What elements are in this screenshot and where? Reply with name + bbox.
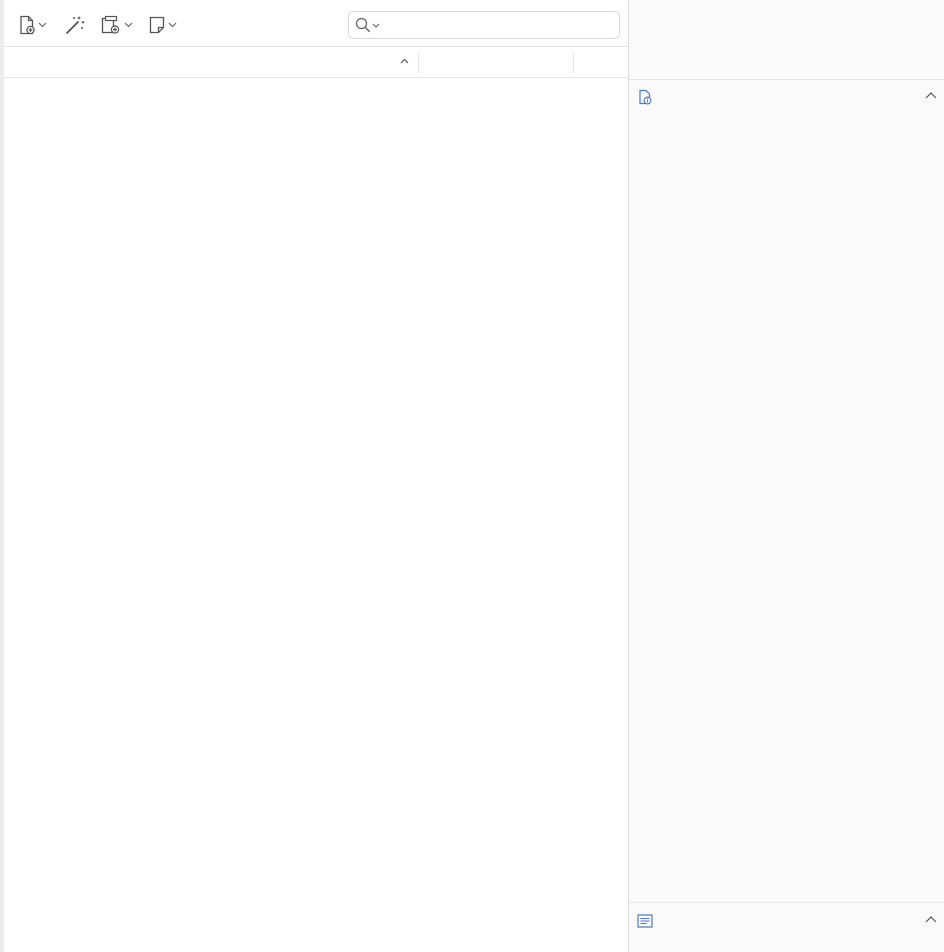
collapse-icon[interactable]	[925, 915, 937, 923]
chevron-down-icon	[168, 22, 177, 28]
items-pane	[4, 0, 628, 952]
chevron-down-icon	[38, 22, 47, 28]
divider	[629, 79, 944, 80]
new-item-icon	[18, 15, 36, 35]
chevron-down-icon	[124, 22, 133, 28]
section-header-info[interactable]	[637, 87, 657, 107]
column-header	[4, 47, 628, 78]
column-separator[interactable]	[418, 53, 419, 73]
collapse-icon[interactable]	[925, 91, 937, 99]
toolbar	[4, 0, 628, 47]
new-item-button[interactable]	[18, 13, 47, 37]
item-pane	[628, 0, 944, 952]
new-note-icon	[148, 15, 166, 35]
search-input[interactable]	[386, 17, 610, 34]
search-icon	[355, 17, 371, 33]
section-header-abstract[interactable]	[637, 911, 657, 931]
sort-ascending-icon[interactable]	[400, 58, 409, 64]
search-box[interactable]	[348, 11, 620, 39]
search-mode-button[interactable]	[355, 17, 380, 33]
new-note-button[interactable]	[148, 13, 177, 37]
add-attachment-button[interactable]	[100, 13, 133, 37]
abstract-icon	[637, 914, 653, 928]
divider	[629, 902, 944, 903]
info-icon	[637, 89, 653, 105]
column-separator[interactable]	[573, 53, 574, 73]
magic-wand-icon	[64, 15, 86, 35]
add-attachment-icon	[100, 15, 122, 35]
chevron-down-icon	[372, 23, 380, 28]
add-by-identifier-button[interactable]	[64, 13, 86, 37]
